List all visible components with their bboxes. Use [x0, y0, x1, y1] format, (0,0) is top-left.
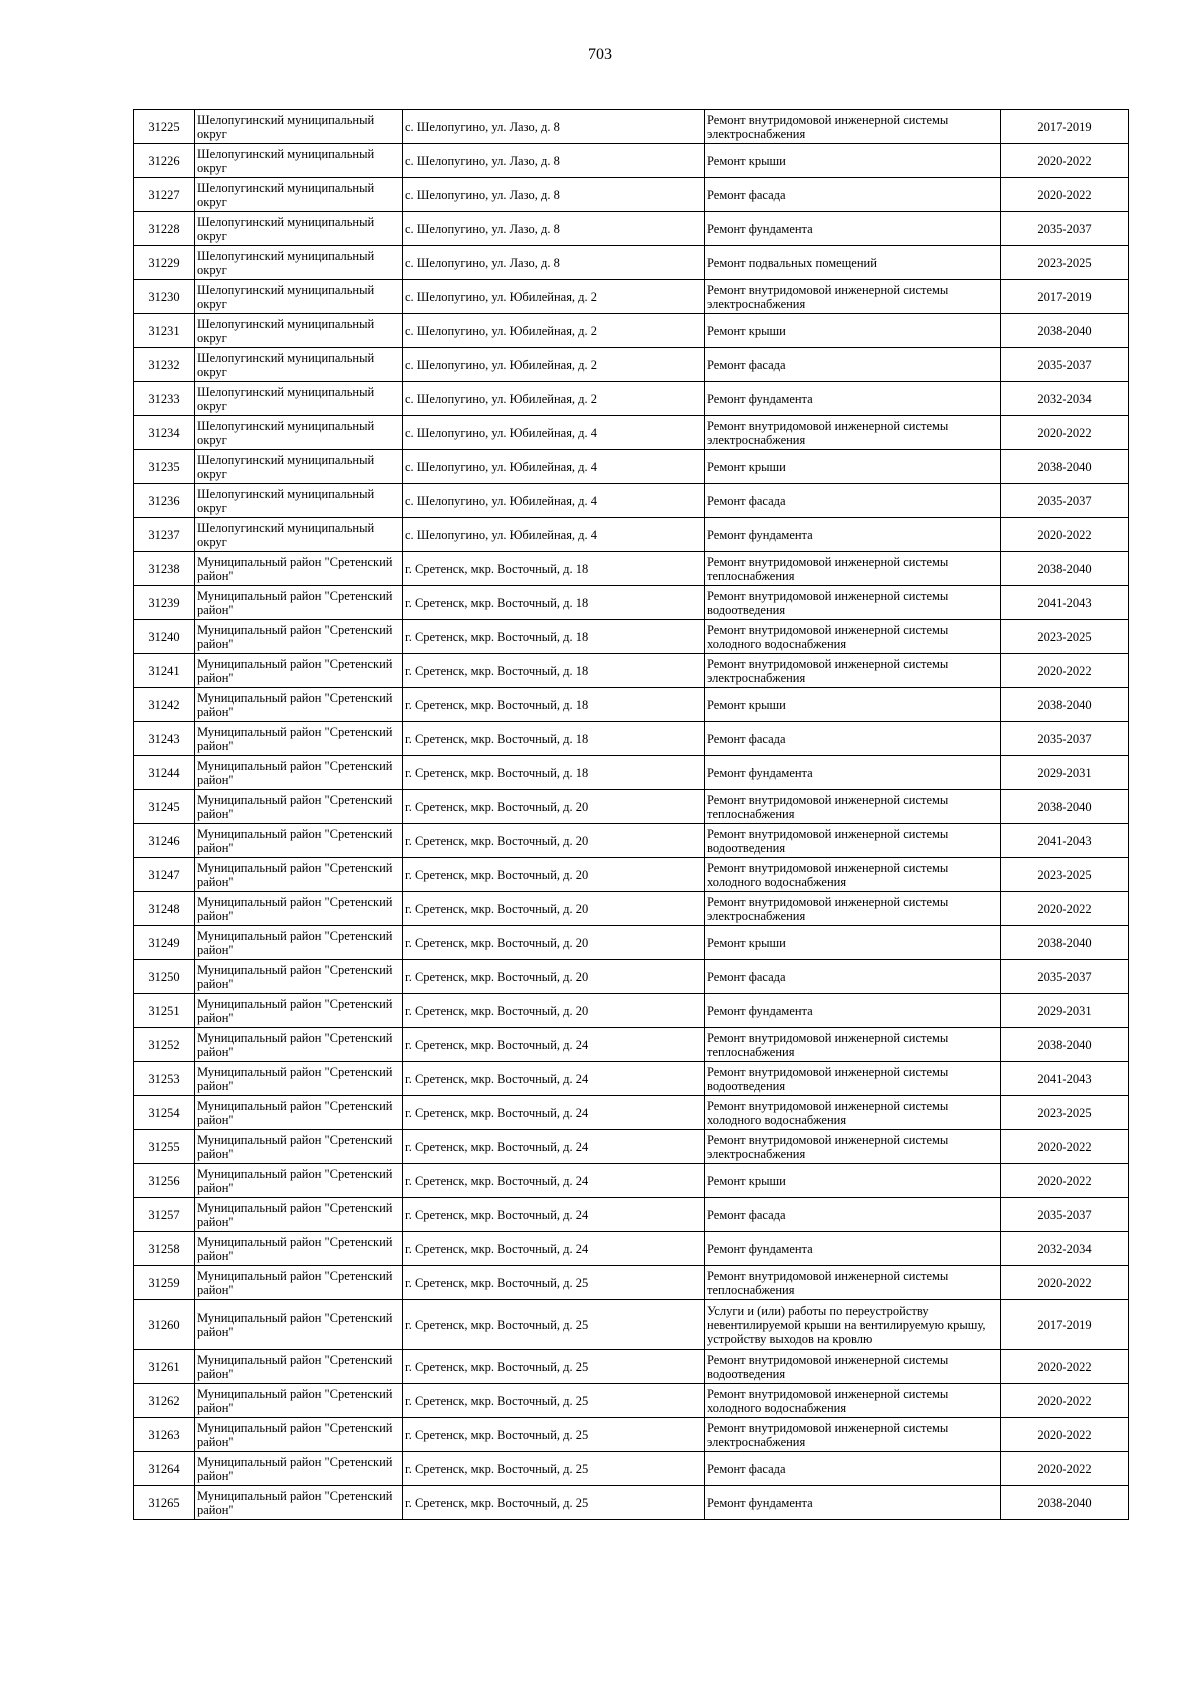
period-cell: 2041-2043: [1001, 824, 1129, 858]
period-cell: 2020-2022: [1001, 892, 1129, 926]
table-row: [134, 722, 1129, 756]
address-cell: г. Сретенск, мкр. Восточный, д. 24: [403, 1096, 705, 1130]
address-cell: с. Шелопугино, ул. Лазо, д. 8: [403, 246, 705, 280]
row-number: 31256: [134, 1164, 195, 1198]
municipality-cell: Муниципальный район "Сретенский район": [195, 1384, 403, 1418]
table-row: [134, 348, 1129, 382]
work-type-cell: Ремонт фасада: [705, 1452, 1001, 1486]
table-row: [134, 314, 1129, 348]
period-cell: 2035-2037: [1001, 960, 1129, 994]
work-type-cell: Ремонт фундамента: [705, 756, 1001, 790]
address-cell: г. Сретенск, мкр. Восточный, д. 20: [403, 892, 705, 926]
period-cell: 2020-2022: [1001, 1350, 1129, 1384]
municipality-cell: Муниципальный район "Сретенский район": [195, 722, 403, 756]
municipality-cell: Муниципальный район "Сретенский район": [195, 1164, 403, 1198]
row-number: 31258: [134, 1232, 195, 1266]
period-cell: 2020-2022: [1001, 144, 1129, 178]
period-cell: 2020-2022: [1001, 1164, 1129, 1198]
period-cell: 2029-2031: [1001, 994, 1129, 1028]
table-row: [134, 620, 1129, 654]
municipality-cell: Муниципальный район "Сретенский район": [195, 1096, 403, 1130]
work-type-cell: Ремонт фасада: [705, 348, 1001, 382]
table-row: [134, 552, 1129, 586]
municipality-cell: Шелопугинский муниципальный округ: [195, 518, 403, 552]
table-row: [134, 960, 1129, 994]
row-number: 31260: [134, 1300, 195, 1350]
municipality-cell: Шелопугинский муниципальный округ: [195, 348, 403, 382]
table-row: [134, 926, 1129, 960]
table-row: [134, 110, 1129, 144]
municipality-cell: Шелопугинский муниципальный округ: [195, 314, 403, 348]
row-number: 31241: [134, 654, 195, 688]
table-row: [134, 246, 1129, 280]
municipality-cell: Муниципальный район "Сретенский район": [195, 994, 403, 1028]
address-cell: г. Сретенск, мкр. Восточный, д. 20: [403, 994, 705, 1028]
period-cell: 2020-2022: [1001, 178, 1129, 212]
registry-table: [133, 109, 1129, 1520]
address-cell: г. Сретенск, мкр. Восточный, д. 18: [403, 586, 705, 620]
period-cell: 2038-2040: [1001, 790, 1129, 824]
table-row: [134, 688, 1129, 722]
period-cell: 2038-2040: [1001, 552, 1129, 586]
municipality-cell: Муниципальный район "Сретенский район": [195, 824, 403, 858]
work-type-cell: Ремонт фундамента: [705, 518, 1001, 552]
period-cell: 2038-2040: [1001, 314, 1129, 348]
work-type-cell: Ремонт фундамента: [705, 382, 1001, 416]
period-cell: 2032-2034: [1001, 1232, 1129, 1266]
table-row: [134, 1384, 1129, 1418]
work-type-cell: Ремонт внутридомовой инженерной системы электроснабжения: [705, 416, 1001, 450]
municipality-cell: Муниципальный район "Сретенский район": [195, 620, 403, 654]
table-row: [134, 212, 1129, 246]
row-number: 31262: [134, 1384, 195, 1418]
work-type-cell: Ремонт крыши: [705, 926, 1001, 960]
work-type-cell: Ремонт внутридомовой инженерной системы холодного водоснабжения: [705, 1096, 1001, 1130]
period-cell: 2020-2022: [1001, 1266, 1129, 1300]
table-row: [134, 144, 1129, 178]
period-cell: 2020-2022: [1001, 654, 1129, 688]
municipality-cell: Шелопугинский муниципальный округ: [195, 484, 403, 518]
work-type-cell: Ремонт фасада: [705, 960, 1001, 994]
row-number: 31251: [134, 994, 195, 1028]
municipality-cell: Муниципальный район "Сретенский район": [195, 1062, 403, 1096]
municipality-cell: Муниципальный район "Сретенский район": [195, 688, 403, 722]
address-cell: с. Шелопугино, ул. Юбилейная, д. 4: [403, 484, 705, 518]
period-cell: 2038-2040: [1001, 926, 1129, 960]
period-cell: 2035-2037: [1001, 348, 1129, 382]
address-cell: с. Шелопугино, ул. Юбилейная, д. 2: [403, 280, 705, 314]
period-cell: 2038-2040: [1001, 688, 1129, 722]
period-cell: 2020-2022: [1001, 518, 1129, 552]
municipality-cell: Муниципальный район "Сретенский район": [195, 960, 403, 994]
work-type-cell: Ремонт внутридомовой инженерной системы холодного водоснабжения: [705, 620, 1001, 654]
row-number: 31264: [134, 1452, 195, 1486]
municipality-cell: Шелопугинский муниципальный округ: [195, 110, 403, 144]
table-row: [134, 1198, 1129, 1232]
municipality-cell: Муниципальный район "Сретенский район": [195, 1486, 403, 1520]
row-number: 31229: [134, 246, 195, 280]
period-cell: 2038-2040: [1001, 1028, 1129, 1062]
address-cell: г. Сретенск, мкр. Восточный, д. 18: [403, 620, 705, 654]
row-number: 31242: [134, 688, 195, 722]
address-cell: г. Сретенск, мкр. Восточный, д. 24: [403, 1198, 705, 1232]
period-cell: 2035-2037: [1001, 484, 1129, 518]
page-number: 703: [588, 46, 612, 63]
row-number: 31236: [134, 484, 195, 518]
row-number: 31255: [134, 1130, 195, 1164]
municipality-cell: Шелопугинский муниципальный округ: [195, 246, 403, 280]
municipality-cell: Муниципальный район "Сретенский район": [195, 1418, 403, 1452]
municipality-cell: Шелопугинский муниципальный округ: [195, 382, 403, 416]
period-cell: 2017-2019: [1001, 1300, 1129, 1350]
work-type-cell: Ремонт внутридомовой инженерной системы электроснабжения: [705, 1130, 1001, 1164]
address-cell: г. Сретенск, мкр. Восточный, д. 25: [403, 1266, 705, 1300]
row-number: 31248: [134, 892, 195, 926]
table-row: [134, 1452, 1129, 1486]
row-number: 31239: [134, 586, 195, 620]
period-cell: 2023-2025: [1001, 858, 1129, 892]
municipality-cell: Муниципальный район "Сретенский район": [195, 790, 403, 824]
address-cell: г. Сретенск, мкр. Восточный, д. 25: [403, 1300, 705, 1350]
work-type-cell: Ремонт внутридомовой инженерной системы водоотведения: [705, 586, 1001, 620]
table-row: [134, 790, 1129, 824]
address-cell: г. Сретенск, мкр. Восточный, д. 25: [403, 1486, 705, 1520]
address-cell: г. Сретенск, мкр. Восточный, д. 18: [403, 688, 705, 722]
municipality-cell: Шелопугинский муниципальный округ: [195, 212, 403, 246]
table-row: [134, 416, 1129, 450]
period-cell: 2020-2022: [1001, 1130, 1129, 1164]
address-cell: с. Шелопугино, ул. Юбилейная, д. 2: [403, 314, 705, 348]
work-type-cell: Ремонт фундамента: [705, 1232, 1001, 1266]
work-type-cell: Ремонт внутридомовой инженерной системы водоотведения: [705, 1062, 1001, 1096]
row-number: 31232: [134, 348, 195, 382]
row-number: 31225: [134, 110, 195, 144]
municipality-cell: Муниципальный район "Сретенский район": [195, 892, 403, 926]
period-cell: 2041-2043: [1001, 586, 1129, 620]
address-cell: г. Сретенск, мкр. Восточный, д. 25: [403, 1452, 705, 1486]
work-type-cell: Ремонт фасада: [705, 178, 1001, 212]
period-cell: 2041-2043: [1001, 1062, 1129, 1096]
row-number: 31247: [134, 858, 195, 892]
work-type-cell: Ремонт внутридомовой инженерной системы теплоснабжения: [705, 1028, 1001, 1062]
address-cell: г. Сретенск, мкр. Восточный, д. 20: [403, 790, 705, 824]
address-cell: с. Шелопугино, ул. Юбилейная, д. 4: [403, 416, 705, 450]
work-type-cell: Ремонт подвальных помещений: [705, 246, 1001, 280]
work-type-cell: Ремонт внутридомовой инженерной системы теплоснабжения: [705, 552, 1001, 586]
row-number: 31243: [134, 722, 195, 756]
row-number: 31263: [134, 1418, 195, 1452]
work-type-cell: Ремонт крыши: [705, 314, 1001, 348]
work-type-cell: Ремонт фасада: [705, 484, 1001, 518]
row-number: 31259: [134, 1266, 195, 1300]
row-number: 31245: [134, 790, 195, 824]
row-number: 31254: [134, 1096, 195, 1130]
row-number: 31253: [134, 1062, 195, 1096]
municipality-cell: Муниципальный район "Сретенский район": [195, 552, 403, 586]
row-number: 31257: [134, 1198, 195, 1232]
work-type-cell: Ремонт фундамента: [705, 1486, 1001, 1520]
table-row: [134, 1266, 1129, 1300]
municipality-cell: Муниципальный район "Сретенский район": [195, 858, 403, 892]
address-cell: г. Сретенск, мкр. Восточный, д. 20: [403, 960, 705, 994]
table-row: [134, 1300, 1129, 1350]
address-cell: с. Шелопугино, ул. Юбилейная, д. 2: [403, 348, 705, 382]
municipality-cell: Шелопугинский муниципальный округ: [195, 178, 403, 212]
row-number: 31261: [134, 1350, 195, 1384]
work-type-cell: Ремонт внутридомовой инженерной системы холодного водоснабжения: [705, 1384, 1001, 1418]
period-cell: 2029-2031: [1001, 756, 1129, 790]
table-row: [134, 892, 1129, 926]
period-cell: 2038-2040: [1001, 1486, 1129, 1520]
address-cell: г. Сретенск, мкр. Восточный, д. 24: [403, 1232, 705, 1266]
address-cell: с. Шелопугино, ул. Юбилейная, д. 4: [403, 518, 705, 552]
municipality-cell: Шелопугинский муниципальный округ: [195, 144, 403, 178]
municipality-cell: Муниципальный район "Сретенский район": [195, 1232, 403, 1266]
work-type-cell: Ремонт крыши: [705, 450, 1001, 484]
address-cell: г. Сретенск, мкр. Восточный, д. 18: [403, 756, 705, 790]
period-cell: 2020-2022: [1001, 1452, 1129, 1486]
municipality-cell: Шелопугинский муниципальный округ: [195, 450, 403, 484]
work-type-cell: Ремонт внутридомовой инженерной системы теплоснабжения: [705, 1266, 1001, 1300]
work-type-cell: Ремонт фундамента: [705, 212, 1001, 246]
table-row: [134, 654, 1129, 688]
table-row: [134, 1062, 1129, 1096]
table-row: [134, 994, 1129, 1028]
work-type-cell: Ремонт внутридомовой инженерной системы водоотведения: [705, 1350, 1001, 1384]
period-cell: 2035-2037: [1001, 212, 1129, 246]
municipality-cell: Шелопугинский муниципальный округ: [195, 280, 403, 314]
row-number: 31238: [134, 552, 195, 586]
address-cell: с. Шелопугино, ул. Лазо, д. 8: [403, 212, 705, 246]
municipality-cell: Муниципальный район "Сретенский район": [195, 586, 403, 620]
row-number: 31252: [134, 1028, 195, 1062]
address-cell: г. Сретенск, мкр. Восточный, д. 18: [403, 552, 705, 586]
work-type-cell: Услуги и (или) работы по переустройству невентилируемой крыши на вентилируемую крышу, устройству выходов на кровлю: [705, 1300, 1001, 1350]
address-cell: с. Шелопугино, ул. Юбилейная, д. 4: [403, 450, 705, 484]
address-cell: г. Сретенск, мкр. Восточный, д. 24: [403, 1164, 705, 1198]
address-cell: г. Сретенск, мкр. Восточный, д. 24: [403, 1028, 705, 1062]
address-cell: г. Сретенск, мкр. Восточный, д. 25: [403, 1350, 705, 1384]
row-number: 31234: [134, 416, 195, 450]
period-cell: 2020-2022: [1001, 1384, 1129, 1418]
period-cell: 2038-2040: [1001, 450, 1129, 484]
work-type-cell: Ремонт крыши: [705, 144, 1001, 178]
period-cell: 2023-2025: [1001, 620, 1129, 654]
row-number: 31244: [134, 756, 195, 790]
municipality-cell: Шелопугинский муниципальный округ: [195, 416, 403, 450]
row-number: 31235: [134, 450, 195, 484]
work-type-cell: Ремонт фасада: [705, 1198, 1001, 1232]
row-number: 31231: [134, 314, 195, 348]
work-type-cell: Ремонт внутридомовой инженерной системы электроснабжения: [705, 110, 1001, 144]
row-number: 31265: [134, 1486, 195, 1520]
municipality-cell: Муниципальный район "Сретенский район": [195, 926, 403, 960]
period-cell: 2020-2022: [1001, 416, 1129, 450]
address-cell: г. Сретенск, мкр. Восточный, д. 20: [403, 858, 705, 892]
address-cell: г. Сретенск, мкр. Восточный, д. 18: [403, 722, 705, 756]
period-cell: 2017-2019: [1001, 110, 1129, 144]
table-row: [134, 178, 1129, 212]
address-cell: г. Сретенск, мкр. Восточный, д. 20: [403, 926, 705, 960]
table-row: [134, 518, 1129, 552]
address-cell: г. Сретенск, мкр. Восточный, д. 24: [403, 1130, 705, 1164]
table-row: [134, 1486, 1129, 1520]
row-number: 31228: [134, 212, 195, 246]
table-row: [134, 382, 1129, 416]
row-number: 31240: [134, 620, 195, 654]
row-number: 31226: [134, 144, 195, 178]
municipality-cell: Муниципальный район "Сретенский район": [195, 1028, 403, 1062]
address-cell: с. Шелопугино, ул. Лазо, д. 8: [403, 178, 705, 212]
address-cell: г. Сретенск, мкр. Восточный, д. 25: [403, 1418, 705, 1452]
work-type-cell: Ремонт внутридомовой инженерной системы электроснабжения: [705, 892, 1001, 926]
municipality-cell: Муниципальный район "Сретенский район": [195, 1300, 403, 1350]
address-cell: с. Шелопугино, ул. Лазо, д. 8: [403, 110, 705, 144]
period-cell: 2017-2019: [1001, 280, 1129, 314]
table-row: [134, 484, 1129, 518]
municipality-cell: Муниципальный район "Сретенский район": [195, 1130, 403, 1164]
period-cell: 2023-2025: [1001, 246, 1129, 280]
address-cell: г. Сретенск, мкр. Восточный, д. 20: [403, 824, 705, 858]
table-row: [134, 824, 1129, 858]
work-type-cell: Ремонт внутридомовой инженерной системы водоотведения: [705, 824, 1001, 858]
table-row: [134, 1232, 1129, 1266]
row-number: 31249: [134, 926, 195, 960]
row-number: 31246: [134, 824, 195, 858]
municipality-cell: Муниципальный район "Сретенский район": [195, 756, 403, 790]
period-cell: 2032-2034: [1001, 382, 1129, 416]
work-type-cell: Ремонт внутридомовой инженерной системы холодного водоснабжения: [705, 858, 1001, 892]
row-number: 31230: [134, 280, 195, 314]
work-type-cell: Ремонт фундамента: [705, 994, 1001, 1028]
work-type-cell: Ремонт фасада: [705, 722, 1001, 756]
row-number: 31227: [134, 178, 195, 212]
table-row: [134, 1096, 1129, 1130]
work-type-cell: Ремонт внутридомовой инженерной системы теплоснабжения: [705, 790, 1001, 824]
work-type-cell: Ремонт внутридомовой инженерной системы электроснабжения: [705, 654, 1001, 688]
table-row: [134, 1350, 1129, 1384]
address-cell: г. Сретенск, мкр. Восточный, д. 18: [403, 654, 705, 688]
address-cell: г. Сретенск, мкр. Восточный, д. 24: [403, 1062, 705, 1096]
registry-body: [134, 110, 1129, 1520]
table-row: [134, 858, 1129, 892]
municipality-cell: Муниципальный район "Сретенский район": [195, 1266, 403, 1300]
table-row: [134, 1418, 1129, 1452]
row-number: 31237: [134, 518, 195, 552]
address-cell: г. Сретенск, мкр. Восточный, д. 25: [403, 1384, 705, 1418]
table-row: [134, 1028, 1129, 1062]
table-row: [134, 1130, 1129, 1164]
period-cell: 2035-2037: [1001, 722, 1129, 756]
period-cell: 2023-2025: [1001, 1096, 1129, 1130]
municipality-cell: Муниципальный район "Сретенский район": [195, 654, 403, 688]
row-number: 31250: [134, 960, 195, 994]
work-type-cell: Ремонт внутридомовой инженерной системы электроснабжения: [705, 1418, 1001, 1452]
table-row: [134, 280, 1129, 314]
period-cell: 2035-2037: [1001, 1198, 1129, 1232]
municipality-cell: Муниципальный район "Сретенский район": [195, 1198, 403, 1232]
work-type-cell: Ремонт внутридомовой инженерной системы электроснабжения: [705, 280, 1001, 314]
table-row: [134, 586, 1129, 620]
table-row: [134, 450, 1129, 484]
row-number: 31233: [134, 382, 195, 416]
work-type-cell: Ремонт крыши: [705, 1164, 1001, 1198]
address-cell: с. Шелопугино, ул. Юбилейная, д. 2: [403, 382, 705, 416]
work-type-cell: Ремонт крыши: [705, 688, 1001, 722]
table-row: [134, 756, 1129, 790]
municipality-cell: Муниципальный район "Сретенский район": [195, 1452, 403, 1486]
period-cell: 2020-2022: [1001, 1418, 1129, 1452]
municipality-cell: Муниципальный район "Сретенский район": [195, 1350, 403, 1384]
address-cell: с. Шелопугино, ул. Лазо, д. 8: [403, 144, 705, 178]
table-row: [134, 1164, 1129, 1198]
